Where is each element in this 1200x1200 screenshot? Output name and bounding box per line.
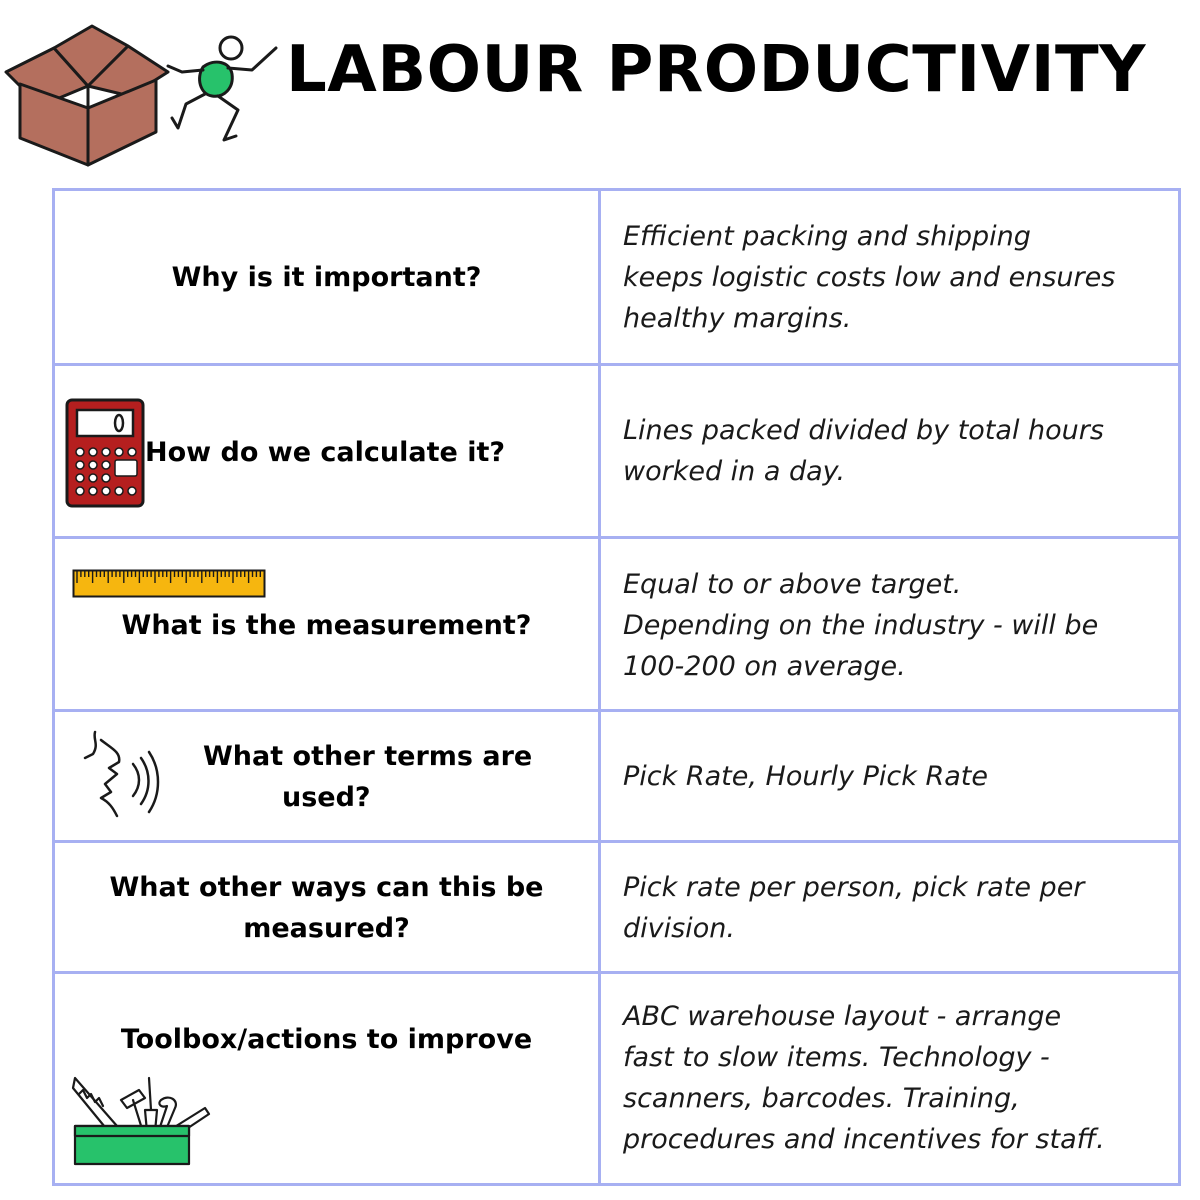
table-row	[55, 366, 1178, 539]
answer-cell	[601, 712, 1178, 840]
question-cell	[55, 843, 601, 971]
question-cell	[55, 366, 601, 536]
question-text: What other terms are used?	[203, 741, 533, 813]
answer-text: Pick rate per person, pick rate per division.	[623, 872, 1085, 944]
running-figure-icon	[168, 37, 276, 140]
info-table	[52, 188, 1181, 1186]
answer-text: ABC warehouse layout - arrange fast to slow items. Technology - scanners, barcodes. Training, procedures and incentives for staff.	[623, 1001, 1105, 1155]
answer-cell	[601, 191, 1178, 363]
calculator-icon	[65, 398, 145, 510]
answer-text: Efficient packing and shipping keeps logistic costs low and ensures healthy margins.	[623, 221, 1116, 334]
ruler-icon	[72, 569, 266, 599]
question-text: Why is it important?	[171, 262, 482, 293]
header-illustration	[0, 0, 290, 175]
table-row	[55, 974, 1178, 1183]
question-cell	[55, 191, 601, 363]
table-row	[55, 712, 1178, 843]
question-text: Toolbox/actions to improve	[120, 1024, 533, 1055]
answer-text: Equal to or above target. Depending on the industry - will be 100-200 on average.	[623, 569, 1099, 682]
table-row	[55, 843, 1178, 974]
answer-cell	[601, 366, 1178, 536]
speaking-head-icon	[81, 728, 165, 822]
answer-text: Lines packed divided by total hours worked in a day.	[623, 415, 1104, 487]
page-title: LABOUR PRODUCTIVITY	[286, 33, 1146, 107]
table-row	[55, 191, 1178, 366]
question-cell	[55, 974, 601, 1183]
question-cell	[55, 539, 601, 709]
answer-text: Pick Rate, Hourly Pick Rate	[623, 761, 988, 792]
cardboard-box-icon	[6, 26, 168, 165]
toolbox-icon	[69, 1070, 214, 1170]
question-text: How do we calculate it?	[145, 437, 506, 468]
answer-cell	[601, 539, 1178, 709]
answer-cell	[601, 974, 1178, 1183]
question-cell	[55, 712, 601, 840]
answer-cell	[601, 843, 1178, 971]
question-text: What is the measurement?	[121, 610, 532, 641]
question-text: What other ways can this be measured?	[109, 872, 544, 944]
table-row	[55, 539, 1178, 712]
